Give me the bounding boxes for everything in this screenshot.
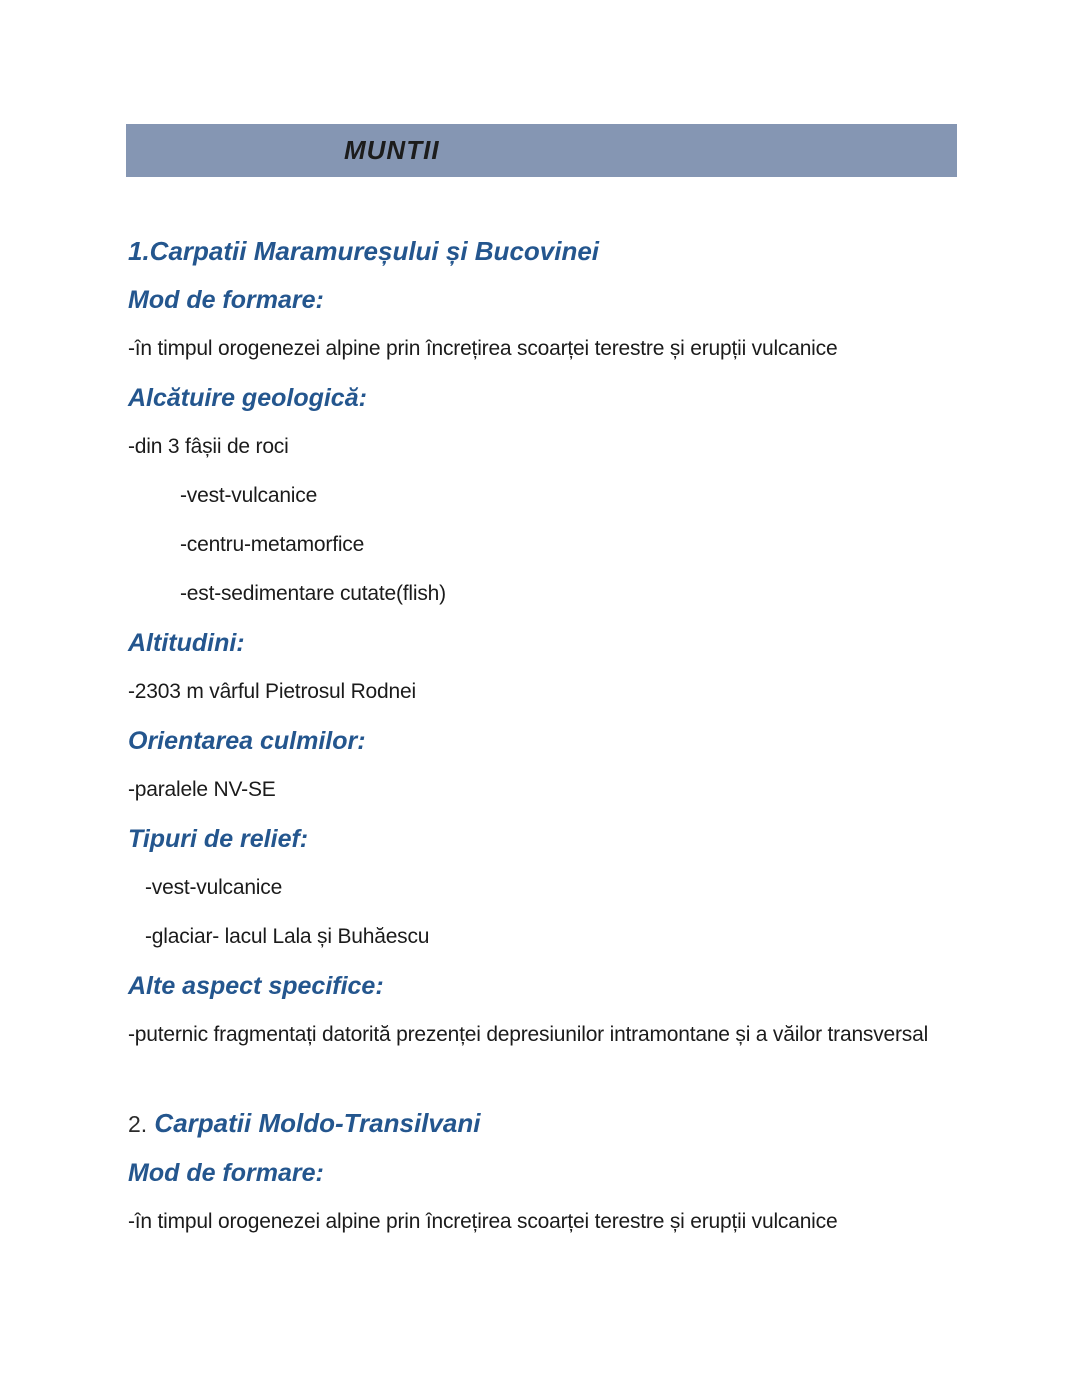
body-line-paralele: -paralele NV-SE — [128, 778, 276, 801]
body-line-relief-vulcanic: -vest-vulcanice — [145, 876, 283, 899]
subheading-mod-de-formare-2: Mod de formare: — [128, 1159, 324, 1187]
section-2-number: 2. — [128, 1111, 148, 1137]
body-line-altitudine: -2303 m vârful Pietrosul Rodnei — [128, 680, 416, 703]
body-line-est-sedimentare: -est-sedimentare cutate(flish) — [180, 582, 446, 605]
subheading-tipuri-de-relief: Tipuri de relief: — [128, 825, 309, 853]
subheading-mod-de-formare: Mod de formare: — [128, 286, 324, 314]
body-line-fragmentare: -puternic fragmentați datorită prezenței depresiunilor intramontane și a văilor transversal — [128, 1023, 929, 1046]
body-line-relief-glaciar: -glaciar- lacul Lala și Buhăescu — [145, 925, 430, 948]
section-2-title-text: Carpatii Moldo-Transilvani — [154, 1108, 481, 1138]
body-line-fasii: -din 3 fâșii de roci — [128, 435, 289, 458]
title-bar — [126, 124, 957, 177]
subheading-orientarea-culmilor: Orientarea culmilor: — [128, 727, 366, 755]
subheading-alcatuire-geologica: Alcătuire geologică: — [128, 384, 367, 412]
body-line-formare: -în timpul orogenezei alpine prin încrețirea scoarței terestre și erupții vulcanice — [128, 337, 838, 360]
document-title: MUNTII — [344, 135, 440, 165]
subheading-altitudini: Altitudini: — [128, 629, 245, 657]
document-content — [128, 177, 960, 1239]
section-2-title — [128, 1106, 960, 1141]
subheading-alte-aspecte: Alte aspect specifice: — [128, 972, 384, 1000]
body-line-centru-metamorfice: -centru-metamorfice — [180, 533, 365, 556]
section-1-title: 1.Carpatii Maramureșului și Bucovinei — [128, 236, 600, 266]
body-line-vest-vulcanice: -vest-vulcanice — [180, 484, 318, 507]
body-line-formare-2: -în timpul orogenezei alpine prin încrețirea scoarței terestre și erupții vulcanice — [128, 1210, 838, 1233]
